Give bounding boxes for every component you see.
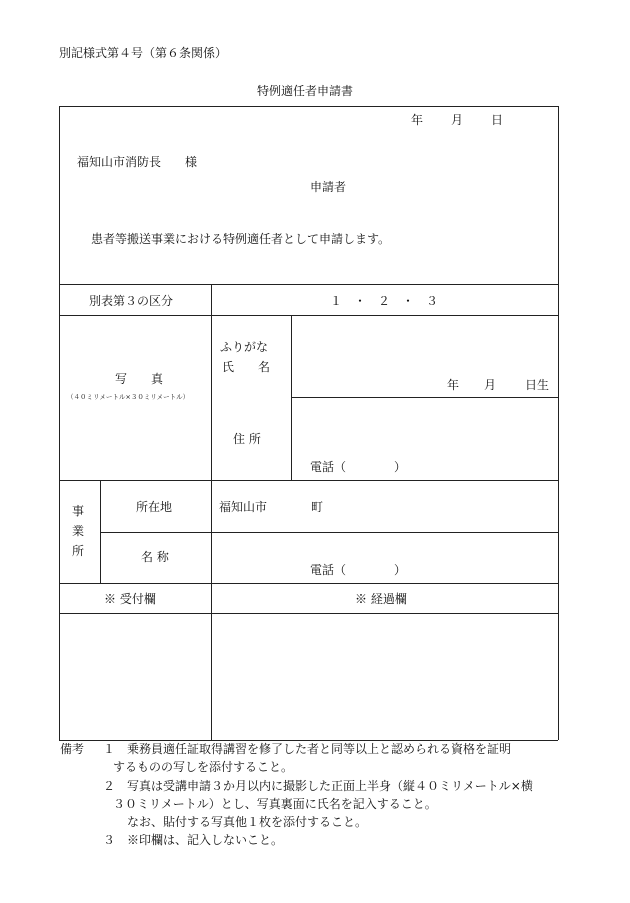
office-town-suffix: 町 <box>311 500 324 514</box>
person-phone-label: 電話（ ） <box>310 460 407 474</box>
office-city-prefix: 福知山市 <box>219 500 268 514</box>
progress-label: ※ 経過欄 <box>355 592 407 606</box>
addressee: 福知山市消防長 様 <box>77 155 198 169</box>
address-label: 住 所 <box>233 432 261 446</box>
photo-size-note: （４０ミリメートル×３０ミリメートル） <box>67 393 190 401</box>
office-name-label: 名 称 <box>141 550 169 564</box>
birth-month-label: 月 <box>484 378 497 392</box>
office-location-label: 所在地 <box>136 500 173 514</box>
note-3-number: ３ <box>103 833 116 847</box>
office-char-1: 事 <box>72 504 85 518</box>
notes-heading: 備考 <box>60 742 85 756</box>
photo-label: 写 真 <box>115 372 164 386</box>
note-2-line-3: なお、貼付する写真他１枚を添付すること。 <box>127 815 368 829</box>
category-options[interactable]: １ ・ ２ ・ ３ <box>330 294 439 308</box>
form-number-label: 別記様式第４号（第６条関係） <box>59 46 228 60</box>
note-1-number: １ <box>103 742 116 756</box>
reception-field[interactable] <box>60 614 210 739</box>
birth-year-label: 年 <box>447 378 460 392</box>
birth-day-label: 日生 <box>525 378 550 392</box>
note-1-line-2: するものの写しを添付すること。 <box>113 760 294 774</box>
category-label: 別表第３の区分 <box>89 294 174 308</box>
progress-field[interactable] <box>212 614 557 739</box>
office-phone-label: 電話（ ） <box>310 563 407 577</box>
date-month-label: 月 <box>451 113 464 127</box>
reception-label: ※ 受付欄 <box>104 592 156 606</box>
note-2-line-2: ３０ミリメートル）とし、写真裏面に氏名を記入すること。 <box>113 797 437 811</box>
date-year-label: 年 <box>411 113 424 127</box>
note-1-line-1: 乗務員適任証取得講習を修了した者と同等以上と認められる資格を証明 <box>127 742 512 756</box>
note-2-line-1: 写真は受講申請３か月以内に撮影した正面上半身（縦４０ミリメートル×横 <box>127 779 533 793</box>
applicant-label: 申請者 <box>310 180 347 194</box>
furigana-label: ふりがな <box>220 340 269 354</box>
form-title: 特例適任者申請書 <box>257 84 354 98</box>
date-day-label: 日 <box>491 113 504 127</box>
office-char-2: 業 <box>72 524 85 538</box>
request-statement: 患者等搬送事業における特例適任者として申請します。 <box>91 232 391 246</box>
note-3-line-1: ※印欄は、記入しないこと。 <box>127 833 284 847</box>
note-2-number: ２ <box>103 779 116 793</box>
name-label: 氏 名 <box>222 360 271 374</box>
office-char-3: 所 <box>72 544 85 558</box>
